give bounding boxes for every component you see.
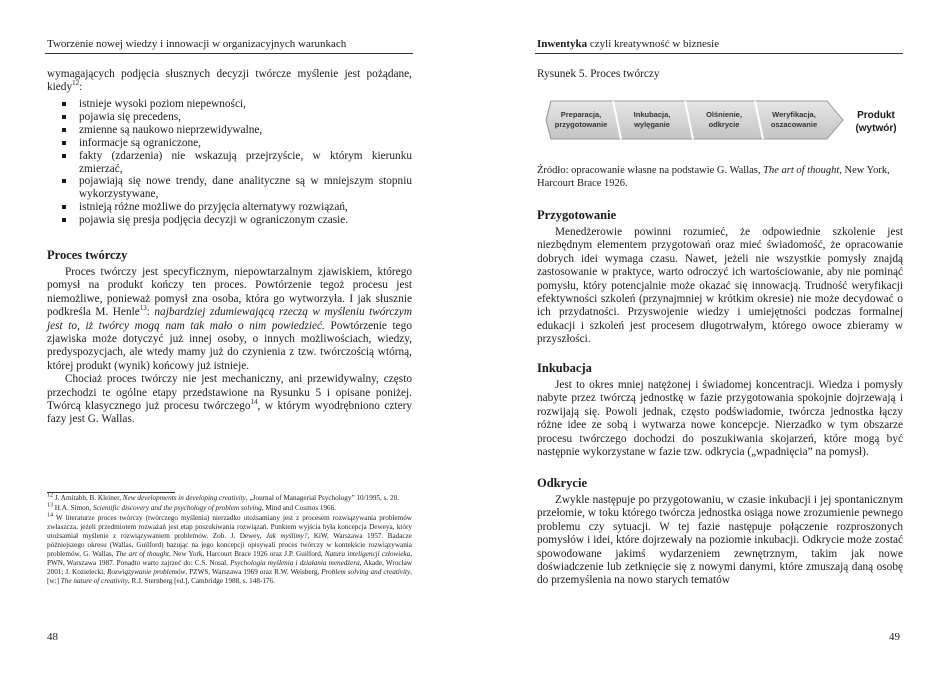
page-number: 49 — [889, 631, 900, 643]
section-title-incubation: Inkubacja — [537, 361, 592, 375]
stage-label: Olśnienie, odkrycie — [706, 110, 742, 129]
quote: najbardziej zdumiewającą rzeczą w myśleniu twórczym jest to, iż twórcy mogą nam tak mało o nim powiedzieć. — [47, 306, 412, 332]
header-rule — [535, 53, 903, 54]
creative-process-diagram — [543, 89, 905, 151]
footnote-13: $^{13}$ H.A. Simon, Scientific discovery and the psychology of problem solving, Mind and Cosmos 1966. — [47, 502, 337, 512]
stage-label: Inkubacja, wylęganie — [633, 110, 671, 129]
footnotes — [47, 494, 412, 587]
footnote-14: $^{14}$ W literaturze proces twórczy (twórczego myślenia) nierzadko utożsamiany jest z procesem rozwiązywania problemów zwłaszcza, jeżeli przedmiotem rozważań jest etap poszukiwania rozwiązań. Punktem wyjścia była koncepcja Deweya, który utożsamiał myślenie z rozwiązywaniem problemów. Zob. J. Dewey, Jak myślimy?, KiW, Warszawa 1957. Badacze późniejszego okresu (Wallas, Guilford) bazując na jego koncepcji opisywali proces twórczy w kontekście rozwiązywania problemów, G. Wallas, The art of thought, New York, Harcourt Brace 1926 oraz J.P. Guilford, Natura inteligencji człowieka, PWN, Warszawa 1987. Ponadto warto zajrzeć do: C.S. Nosal, Psychologia myślenia i działania menedżera, Akade, Wrocław 2001; J. Kozielecki, Rozwiązywanie problemów, PZWS, Warszawa 1969 oraz R.W. Weisberg, Problem solving and creativity, [w:] The nature of creativity, R.J. Sternberg [ed.], Cambridge 1988, s. 148-176. — [47, 512, 412, 585]
page-number: 48 — [47, 631, 58, 643]
figure-caption: Rysunek 5. Proces twórczy — [537, 68, 660, 80]
product-label: Produkt (wytwór) — [855, 110, 897, 134]
list-item: pojawiają się nowe trendy, dane analityczne są w mniejszym stopniu wykorzystywane, — [59, 175, 412, 201]
running-header: Inwentyka czyli kreatywność w biznesie — [537, 38, 720, 50]
stage-label: Preparacja, przygotowanie — [554, 110, 608, 129]
list-item: pojawia się presja podjęcia decyzji w ograniczonym czasie. — [59, 214, 412, 227]
body-text: Jest to okres mniej natężonej i świadomej koncentracji. Wiedza i pomysły nabyte przez twórczą jednostkę w fazie przygotowania spokojnie dojrzewają i rozwijają się. Powoli jednak, często podświadomie, twórcza jednostka łączy różne idee ze sobą i wytwarza nowe koncepcje. Nierzadko w tym obszarze procesu twórczego dochodzi do poszukiwania skojarzeń, które mogą być następnie wykorzystane w fazie tzw. odkrycia („wpadnięcia” na pomysł). — [537, 379, 903, 459]
list-item: istnieją różne możliwe do przyjęcia alternatywy rozwiązań, — [59, 201, 412, 214]
body-text: Proces twórczy jest specyficznym, niepowtarzalnym zjawiskiem, którego pomysł na produkt kończy ten proces. Powtórzenie tegoż procesu jest niemożliwe, ponieważ pomysł zna osoba, która go wytworzyła. I jak słusznie podkreśla M. Henle$^{13}$: najbardziej zdumiewającą rzeczą w myśleniu twórczym jest to, iż twórcy mogą nam tak mało o nim powiedzieć. Powtórzenie tego zjawiska może dotyczyć już innej osoby, o innych możliwościach, wiedzy, predyspozycjach, ale wtedy mamy już do czynienia z tzw. twórczością wtórną, której produkt (wynik) końcowy już istnieje. Chociaż proces twórczy nie jest mechaniczny, ani przewidywalny, często przechodzi te ogólne etapy przedstawione na Rysunku 5 i opisane poniżej. Twórcą klasycznego już procesu twórczego$^{14}$, w którym wyodrębniono cztery fazy jest G. Wallas. — [47, 266, 412, 426]
section-title-discovery: Odkrycie — [537, 476, 587, 490]
footnote-ref-12[interactable]: 12 — [72, 79, 80, 88]
list-item: fakty (zdarzenia) nie wskazują przejrzyście, w którym kierunku zmierzać, — [59, 150, 412, 176]
right-page — [475, 0, 950, 675]
conditions-list — [59, 98, 412, 227]
header-rule — [45, 53, 413, 54]
intro-paragraph: wymagających podjęcia słusznych decyzji twórcze myślenie jest pożądane, kiedy$^{12}$: — [47, 68, 412, 94]
footnote-rule — [47, 492, 175, 493]
footnote-ref-14[interactable]: 14 — [250, 398, 258, 407]
body-text: Zwykle następuje po przygotowaniu, w czasie inkubacji i jej spontanicznym przełomie, w toku którego twórcza jednostka osiąga nowe zrozumienie pewnego problemu czy sytuacji. W tej fazie następuje połączenie rozproszonych pomysłów i idei, które dojrzewały na poziomie inkubacji. Odkrycie może zostać spowodowane jakimś wydarzeniem zewnętrznym, takim jak nowe doświadczenie lub zetknięcie się z nowymi danymi, które zmuszają daną osobę do przemyślenia na nowo starych tematów — [537, 494, 903, 587]
section-title-preparation: Przygotowanie — [537, 208, 617, 222]
list-item: informacje są ograniczone, — [59, 137, 412, 150]
section-title: Proces twórczy — [47, 248, 128, 262]
figure-source: Źródło: opracowanie własne na podstawie G. Wallas, The art of thought, New York, Harcourt Brace 1926. — [537, 165, 890, 189]
stage-label: Weryfikacja, oszacowanie — [770, 110, 818, 129]
list-item: istnieje wysoki poziom niepewności, — [59, 98, 412, 111]
intro-text: wymagających podjęcia słusznych decyzji twórcze myślenie jest pożądane, kiedy — [47, 68, 412, 94]
list-item: pojawia się precedens, — [59, 111, 412, 124]
running-header: Tworzenie nowej wiedzy i innowacji w organizacyjnych warunkach — [47, 38, 347, 50]
list-item: zmienne są naukowo nieprzewidywalne, — [59, 124, 412, 137]
footnote-ref-13[interactable]: 13 — [139, 304, 147, 313]
body-text: Menedżerowie powinni rozumieć, że odpowiednie szkolenie jest niezbędnym elementem przygotowań oraz mieć świadomość, że opracowanie dobrych idei wymaga czasu. Nawet, jeżeli nie wszystkie pomysły znajdą zastosowanie w praktyce, warto odroczyć ich wartościowanie, aby nie pominąć pomysłu, który potencjalnie może okazać się innowacją. Trudność weryfikacji efektywności szkoleń (przynajmniej w krótkim okresie) nie może decydować o ich przydatności. Przyswojenie wiedzy i umiejętności podczas formalnej edukacji i szkoleń jest procesem długotrwałym, którego owoce zbieramy w przyszłości. — [537, 226, 903, 346]
footnote-12: $^{12}$ J. Amitabh, B. Kleiner, New developments in developing creativity, „Journal of Managerial Psychology” 10/1995, s. 20. — [47, 492, 399, 502]
